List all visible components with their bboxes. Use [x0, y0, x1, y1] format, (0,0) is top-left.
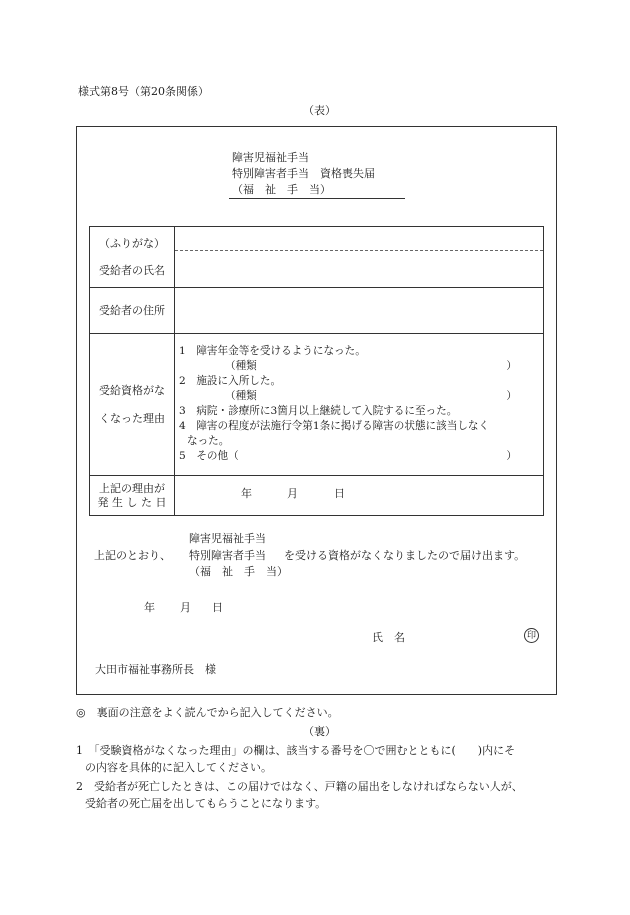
reason-label-1: 受給資格がな	[99, 383, 165, 397]
reason-option-2[interactable]	[179, 374, 543, 389]
reason-option-1-text: 1 障害年金等を受けるようになった。	[179, 344, 366, 357]
reason-option-5-text: 5 その他（	[179, 449, 239, 462]
name-field[interactable]	[175, 251, 543, 287]
reason-option-3-text: 3 病院・診療所に3箇月以上継続して入院するに至った。	[179, 404, 458, 417]
title-line-3: （福 祉 手 当）	[232, 183, 331, 196]
furigana-field[interactable]	[175, 227, 543, 250]
seal-icon: 印	[524, 628, 539, 643]
date-row	[90, 476, 544, 516]
title-line-2: 特別障害者手当 資格喪失届	[232, 167, 375, 180]
reason-option-1[interactable]	[179, 344, 543, 359]
date-day-label: 日	[334, 487, 345, 500]
note-1-line-2: の内容を具体的に記入してください。	[85, 761, 272, 774]
address-label: 受給者の住所	[90, 288, 175, 334]
reason-option-4-text: 4 障害の程度が法施行令第1条に掲げる障害の状態に該当しなく	[179, 419, 490, 432]
reason-option-4-cont	[179, 434, 543, 449]
addressee: 大田市福祉事務所長 様	[95, 663, 216, 676]
reason-option-1-kind[interactable]	[179, 359, 543, 374]
reason-option-2-kind-close: ）	[506, 389, 517, 402]
reason-option-4-text-cont: なった。	[187, 434, 230, 447]
reason-label-2: くなった理由	[99, 411, 165, 425]
name-label: 受給者の氏名	[99, 263, 165, 277]
front-label: （表）	[303, 104, 336, 117]
date-label-1: 上記の理由が	[99, 481, 165, 495]
form-number: 様式第8号（第20条関係）	[78, 85, 209, 98]
submit-month-label: 月	[180, 601, 191, 614]
statement-lead: 上記のとおり、	[94, 549, 171, 562]
date-month-label: 月	[287, 487, 298, 500]
occurrence-date-field[interactable]	[175, 476, 544, 516]
reason-option-2-kind[interactable]	[179, 389, 543, 404]
reason-label-cell	[90, 334, 175, 476]
reason-option-2-text: 2 施設に入所した。	[179, 374, 282, 387]
reason-option-2-kind-text: （種類	[225, 389, 257, 402]
name-row	[90, 227, 544, 288]
submit-day-label: 日	[212, 601, 223, 614]
title-line-1: 障害児福祉手当	[232, 151, 309, 164]
reason-row	[90, 334, 544, 476]
date-label-cell	[90, 476, 175, 516]
address-row	[90, 288, 544, 334]
note-2-line-2: 受給者の死亡届を出してもらうことになります。	[85, 797, 327, 810]
reason-option-4[interactable]	[179, 419, 543, 434]
statement-allowance-2: 特別障害者手当	[189, 549, 266, 562]
note-2-line-1: 2 受給者が死亡したときは、この届けではなく、戸籍の届出をしなければならない人が、	[76, 780, 523, 793]
title-underline	[229, 198, 405, 199]
reason-option-3[interactable]	[179, 404, 543, 419]
name-input-cell[interactable]	[175, 227, 544, 288]
address-field[interactable]	[175, 288, 544, 334]
statement-allowance-1: 障害児福祉手当	[189, 532, 266, 545]
statement-allowance-3: （福 祉 手 当）	[189, 565, 288, 578]
notice-text: ◎ 裏面の注意をよく読んでから記入してください。	[76, 706, 339, 719]
reason-options-cell[interactable]	[175, 334, 544, 476]
reason-option-5[interactable]	[179, 449, 543, 464]
reason-option-5-close: ）	[506, 449, 517, 462]
furigana-label: （ふりがな）	[99, 236, 165, 250]
signature-label: 氏 名	[372, 631, 405, 644]
back-label: （裏）	[303, 725, 336, 738]
name-label-cell	[90, 227, 175, 288]
reason-option-1-kind-text: （種類	[225, 359, 257, 372]
form-table	[89, 226, 544, 516]
date-year-label: 年	[241, 487, 252, 500]
submit-year-label: 年	[144, 601, 155, 614]
date-label-2: 発 生 し た 日	[97, 495, 167, 509]
note-1-line-1: 1 「受験資格がなくなった理由」の欄は、該当する番号を〇で囲むとともに( )内にそ	[76, 744, 516, 757]
statement-tail: を受ける資格がなくなりましたので届け出ます。	[284, 549, 526, 562]
reason-option-1-kind-close: ）	[506, 359, 517, 372]
